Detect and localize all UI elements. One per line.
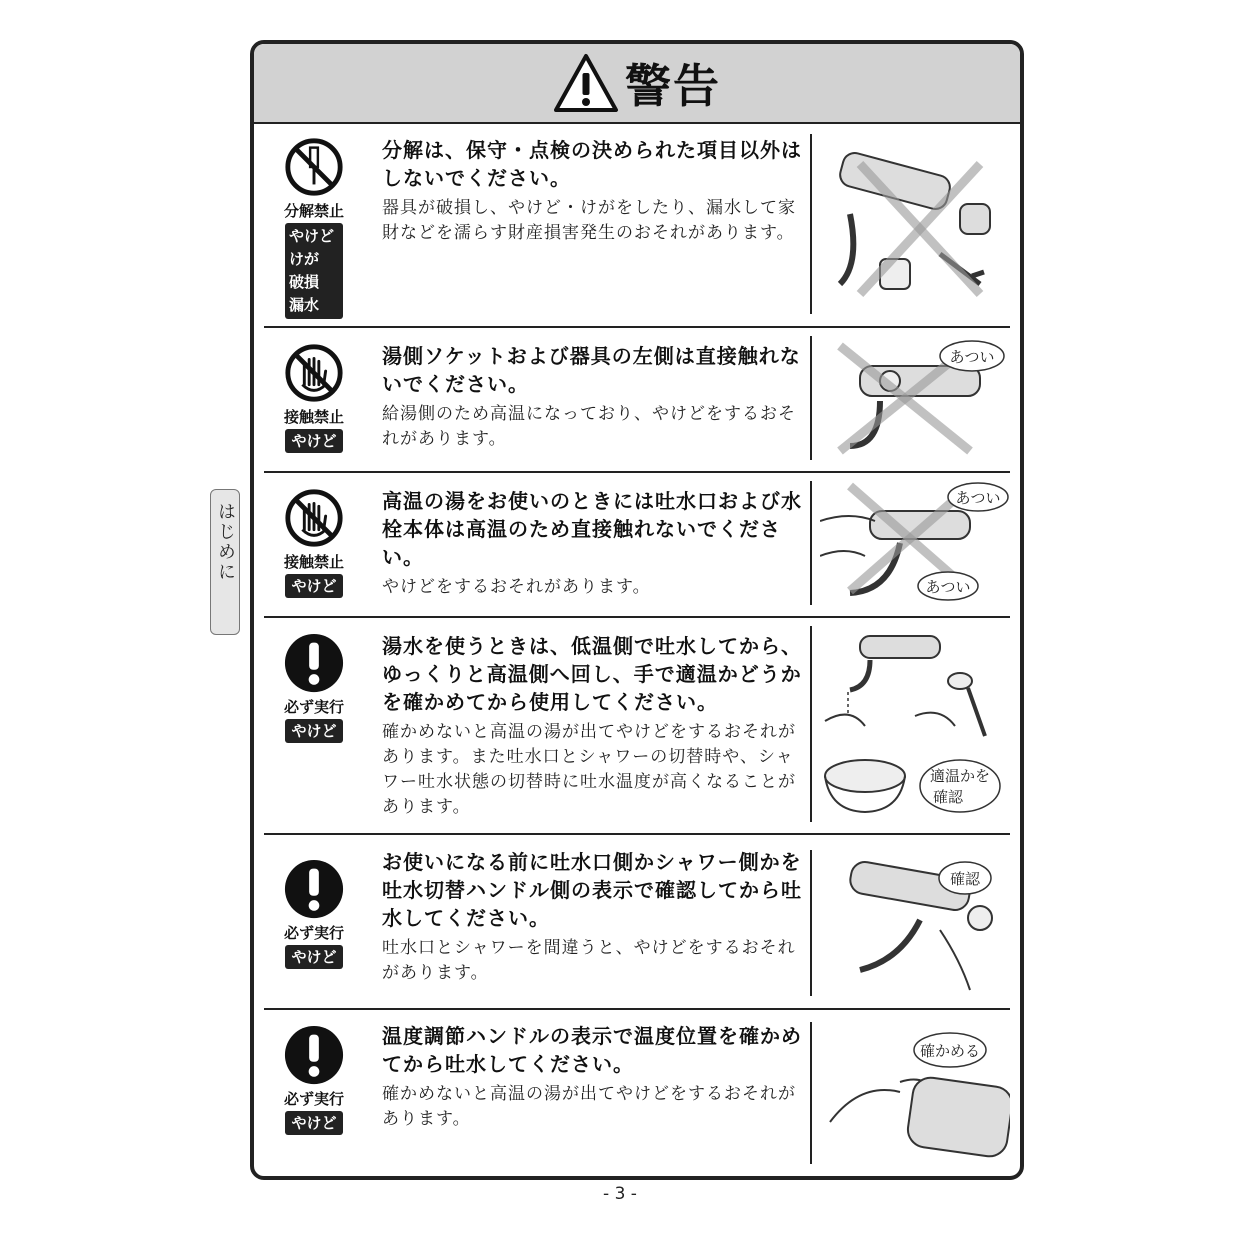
hazard-badge (285, 223, 343, 319)
warning-title: 警告 (625, 59, 721, 113)
icon-label: 必ず実行 (283, 1090, 344, 1108)
page-number: - 3 - (603, 1184, 637, 1204)
warning-heading: 高温の湯をお使いのときには吐水口および水栓本体は高温のため直接触れないでください。 (382, 489, 802, 569)
faucet-disassembly-illustration (820, 144, 1010, 304)
side-tab-label: はじめに (215, 502, 236, 582)
hot-socket-illustration (820, 336, 1010, 460)
callout-text: あつい (949, 348, 995, 366)
hot-spout-illustration (820, 481, 1010, 605)
no-disassembly-icon (283, 136, 345, 198)
warning-heading: 湯側ソケットおよび器具の左側は直接触れないでください。 (382, 344, 801, 396)
callout-text: 確かめる (919, 1042, 981, 1060)
warning-body: 給湯側のため高温になっており、やけどをするおそれがあります。 (382, 404, 796, 449)
icon-label: 必ず実行 (283, 698, 344, 716)
warning-heading: お使いになる前に吐水口側かシャワー側かを吐水切替ハンドル側の表示で確認してから吐水してください。 (382, 850, 802, 930)
icon-label: 接触禁止 (283, 408, 344, 426)
icon-label: 接触禁止 (283, 553, 344, 571)
mandatory-action-icon (283, 632, 345, 694)
mandatory-action-icon (283, 1024, 345, 1086)
no-touch-icon (283, 487, 345, 549)
callout-text: 確認 (949, 870, 981, 888)
badge-text: 漏水 (289, 296, 320, 314)
badge-text: けが (289, 250, 320, 268)
warning-body: 確かめないと高温の湯が出てやけどをするおそれがあります。また吐水口とシャワーの切替時や、シャワー吐水状態の切替時に吐水温度が高くなることがあります。 (382, 722, 796, 817)
callout-text: あつい (925, 578, 971, 596)
warning-body: 確かめないと高温の湯が出てやけどをするおそれがあります。 (382, 1084, 796, 1129)
hazard-badge: やけど (285, 574, 342, 598)
warning-header (254, 44, 1020, 124)
warning-heading: 分解は、保守・点検の決められた項目以外はしないでください。 (382, 138, 802, 190)
hazard-badge: やけど (285, 1111, 342, 1135)
icon-label: 必ず実行 (283, 924, 344, 942)
warning-body: やけどをするおそれがあります。 (382, 577, 651, 597)
callout-text: あつい (955, 489, 1001, 507)
hazard-badge: やけど (285, 429, 342, 453)
badge-text: 破損 (289, 273, 320, 291)
side-tab (210, 489, 240, 635)
badge-text: やけど (289, 227, 335, 245)
temperature-check-illustration (820, 626, 1010, 822)
switch-check-illustration (820, 850, 1010, 996)
callout-text: 適温かを (929, 767, 991, 785)
hazard-badge: やけど (285, 719, 342, 743)
temperature-handle-illustration (820, 1022, 1010, 1164)
warning-body: 吐水口とシャワーを間違うと、やけどをするおそれがあります。 (382, 938, 796, 983)
warning-heading: 温度調節ハンドルの表示で温度位置を確かめてから吐水してください。 (382, 1024, 802, 1076)
warning-body: 器具が破損し、やけど・けがをしたり、漏水して家財などを濡らす財産損害発生のおそれがあります。 (382, 198, 796, 243)
warning-heading: 湯水を使うときは、低温側で吐水してから、ゆっくりと高温側へ回し、手で適温かどうかを確かめてから使用してください。 (382, 634, 802, 714)
callout-text: 確認 (932, 788, 964, 806)
mandatory-action-icon (283, 858, 345, 920)
warning-triangle-icon (553, 53, 619, 113)
no-touch-icon (283, 342, 345, 404)
warning-panel (250, 40, 1024, 1180)
hazard-badge: やけど (285, 945, 342, 969)
icon-label: 分解禁止 (283, 202, 344, 220)
